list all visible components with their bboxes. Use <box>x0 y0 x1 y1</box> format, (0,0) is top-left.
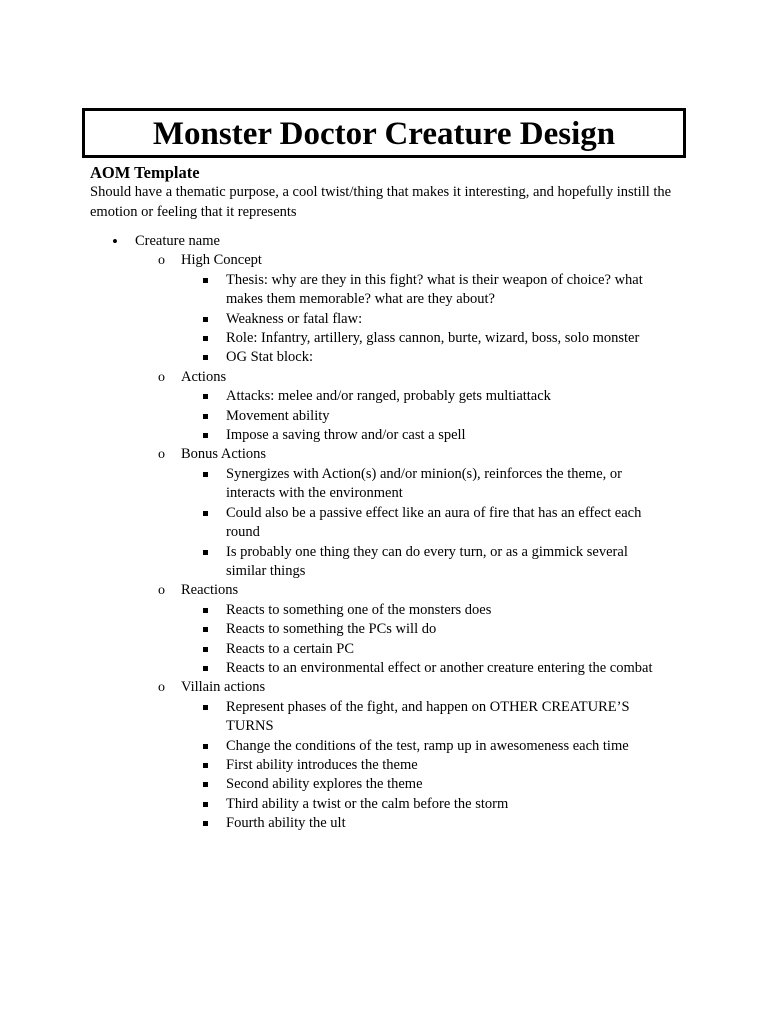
list-item: Reacts to something one of the monsters does <box>0 601 671 620</box>
list-item: Weakness or fatal flaw: <box>0 310 671 329</box>
list-item: Reacts to something the PCs will do <box>0 620 671 639</box>
bullet-icon: • <box>112 232 118 251</box>
list-item: Could also be a passive effect like an aura of fire that has an effect each round <box>0 504 671 543</box>
list-item-bonus-actions: o Bonus Actions <box>0 445 768 464</box>
list-item-reactions: o Reactions <box>0 581 768 600</box>
square-bullet-icon <box>203 737 208 756</box>
circle-bullet-icon: o <box>158 253 165 269</box>
square-bullet-icon <box>203 310 208 329</box>
list-item: Attacks: melee and/or ranged, probably gets multiattack <box>0 387 671 406</box>
square-bullet-icon <box>203 387 208 406</box>
list-item: First ability introduces the theme <box>0 756 671 775</box>
square-bullet-icon <box>203 271 208 290</box>
list-item: Second ability explores the theme <box>0 775 671 794</box>
page-title: Monster Doctor Creature Design <box>152 115 616 152</box>
square-bullet-icon <box>203 504 208 523</box>
list-item: Impose a saving throw and/or cast a spell <box>0 426 671 445</box>
circle-bullet-icon: o <box>158 369 165 385</box>
list-item: Movement ability <box>0 407 671 426</box>
list-item: Reacts to a certain PC <box>0 640 671 659</box>
square-bullet-icon <box>203 543 208 562</box>
square-bullet-icon <box>203 620 208 639</box>
list-item: Synergizes with Action(s) and/or minion(s), reinforces the theme, or interacts with the environment <box>0 465 671 504</box>
list-item: Change the conditions of the test, ramp up in awesomeness each time <box>0 737 671 756</box>
square-bullet-icon <box>203 659 208 678</box>
circle-bullet-icon: o <box>158 447 165 463</box>
list-item-creature-name: • Creature name <box>112 232 220 251</box>
list-item: Thesis: why are they in this fight? what is their weapon of choice? what makes them memorable? what are they about? <box>0 271 671 310</box>
square-bullet-icon <box>203 814 208 833</box>
list-item: Role: Infantry, artillery, glass cannon, burte, wizard, boss, solo monster <box>0 329 671 348</box>
section-heading: AOM Template <box>90 163 200 182</box>
square-bullet-icon <box>203 756 208 775</box>
square-bullet-icon <box>203 698 208 717</box>
list-item: Is probably one thing they can do every turn, or as a gimmick several similar things <box>0 543 671 582</box>
square-bullet-icon <box>203 329 208 348</box>
circle-bullet-icon: o <box>158 680 165 696</box>
square-bullet-icon <box>203 407 208 426</box>
list-item: Fourth ability the ult <box>0 814 671 833</box>
intro-paragraph: Should have a thematic purpose, a cool twist/thing that makes it interesting, and hopefully instill the emotion or feeling that it represents <box>90 184 672 220</box>
square-bullet-icon <box>203 775 208 794</box>
list-item: Reacts to an environmental effect or another creature entering the combat <box>0 659 686 678</box>
circle-bullet-icon: o <box>158 583 165 599</box>
square-bullet-icon <box>203 795 208 814</box>
square-bullet-icon <box>203 348 208 367</box>
square-bullet-icon <box>203 640 208 659</box>
square-bullet-icon <box>203 465 208 484</box>
list-item-villain-actions: o Villain actions <box>0 678 768 697</box>
square-bullet-icon <box>203 601 208 620</box>
list-item: Third ability a twist or the calm before the storm <box>0 795 671 814</box>
list-item: Represent phases of the fight, and happen on OTHER CREATURE’S TURNS <box>0 698 671 737</box>
square-bullet-icon <box>203 426 208 445</box>
list-item-high-concept: o High Concept <box>0 251 768 270</box>
title-box <box>82 108 686 158</box>
list-item-actions: o Actions <box>0 368 768 387</box>
outline-list <box>0 232 768 834</box>
list-item: OG Stat block: <box>0 348 671 367</box>
